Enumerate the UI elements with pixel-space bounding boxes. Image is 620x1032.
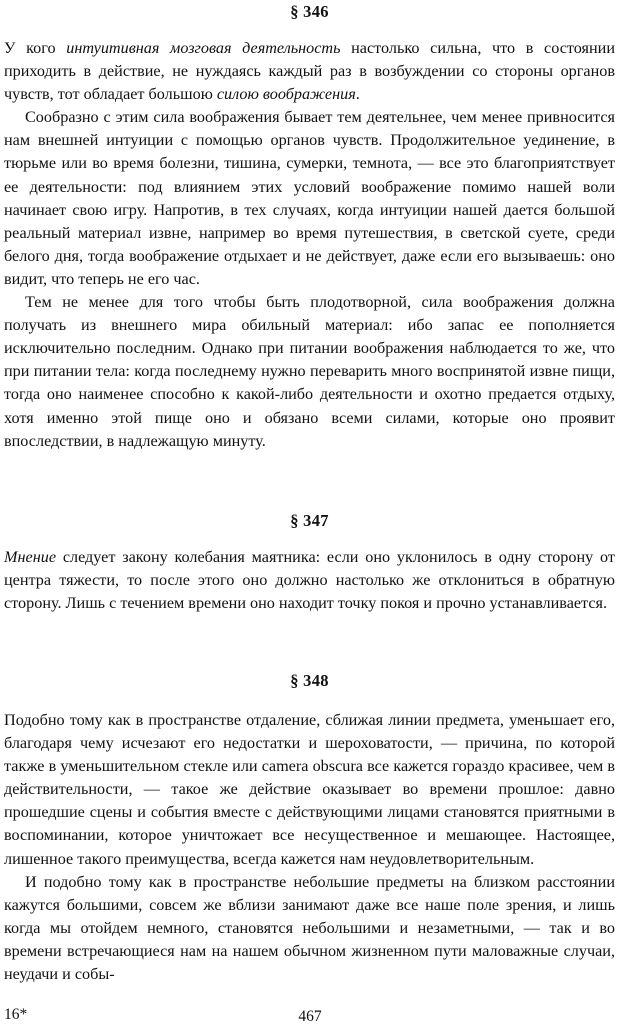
text-run: Подобно тому как в пространстве отдаление, сближая линии предмета, уменьшает его, благодаря чему исчезают его недостатки и шероховатости, — причина, по которой также в уменьшительном стекле или camera obscura все кажется гораздо красивее, чем в действительности, — такое же действие оказывает во времени прошлое: давно прошедшие сцены и события вместе с действующими лицами становятся приятными в воспоминании, которое уничтожает все несущественное и мешающее. Настоящее, лишенное такого преимущества, всегда кажется нам неудовлетворительным. [4, 711, 615, 868]
signature-mark: 16* [4, 1006, 28, 1023]
paragraph [4, 546, 615, 615]
italic-run: силою воображения [216, 85, 356, 104]
section-346-body [4, 37, 615, 453]
text-run: И подобно тому как в пространстве небольшие предметы на близком расстоянии кажутся большими, совсем же вблизи занимают даже все наше поле зрения, и лишь когда мы отойдем немного, становятся небольшими и незаметными, — так и во времени встречающиеся нам на нашем обычном жизненном пути маловажные случаи, неудачи и собы- [4, 872, 615, 984]
paragraph [4, 709, 615, 871]
text-run: Тем не менее для того чтобы быть плодотворной, сила воображения должна получать из внешнего мира обильный материал: ибо запас ее пополняется исключительно последним. Однако при питании воображения наблюдается то же, что при питании тела: когда последнему нужно переварить много воспринятой извне пищи, тогда оно наименее способно к какой-либо деятельности и охотно предается отдыху, хотя именно этой пище оно и обязано всеми силами, которые оно проявит впоследствии, в надлежащую минуту. [4, 293, 615, 450]
section-348-body [4, 709, 615, 986]
section-346 [4, 2, 615, 22]
paragraph [4, 106, 615, 291]
italic-run: Мнение [4, 548, 57, 566]
text-run: Сообразно с этим сила воображения бывает тем деятельнее, чем менее привносится нам внешней интуиции с помощью органов чувств. Продолжительное уединение, в тюрьме или во время болезни, тишина, сумерки, темнота, — все это благоприятствует ее деятельности: под влиянием этих условий воображение помимо нашей воли начинает свою игру. Напротив, в тех случаях, когда интуиции нашей дается большой реальный материал извне, например во время путешествия, в светской суете, среди белого дня, тогда воображение отдыхает и не действует, даже если его вызываешь: оно видит, что теперь не его час. [4, 108, 615, 288]
section-347 [4, 511, 615, 531]
paragraph [4, 871, 615, 986]
section-heading: § 348 [290, 671, 329, 690]
section-348 [4, 671, 615, 691]
section-heading: § 347 [290, 511, 329, 530]
paragraph [4, 37, 615, 106]
text-run: настолько сильна, что в состоянии приходить в действие, не нуждаясь каждый раз в возбуждении со стороны органов чувств, тот обладает большою [4, 39, 615, 104]
section-347-body [4, 546, 615, 615]
section-heading: § 346 [290, 2, 329, 21]
text-run: У кого [4, 39, 67, 57]
paragraph [4, 291, 615, 453]
italic-run: интуитивная мозговая деятельность [66, 39, 341, 57]
page-number: 467 [298, 1008, 322, 1025]
text-run: . [355, 85, 360, 104]
text-run: следует закону колебания маятника: если оно уклонилось в одну сторону от центра тяжести, то после этого оно должно настолько же отклониться в обратную сторону. Лишь с течением времени оно находит точку покоя и прочно устанавливается. [4, 548, 615, 613]
